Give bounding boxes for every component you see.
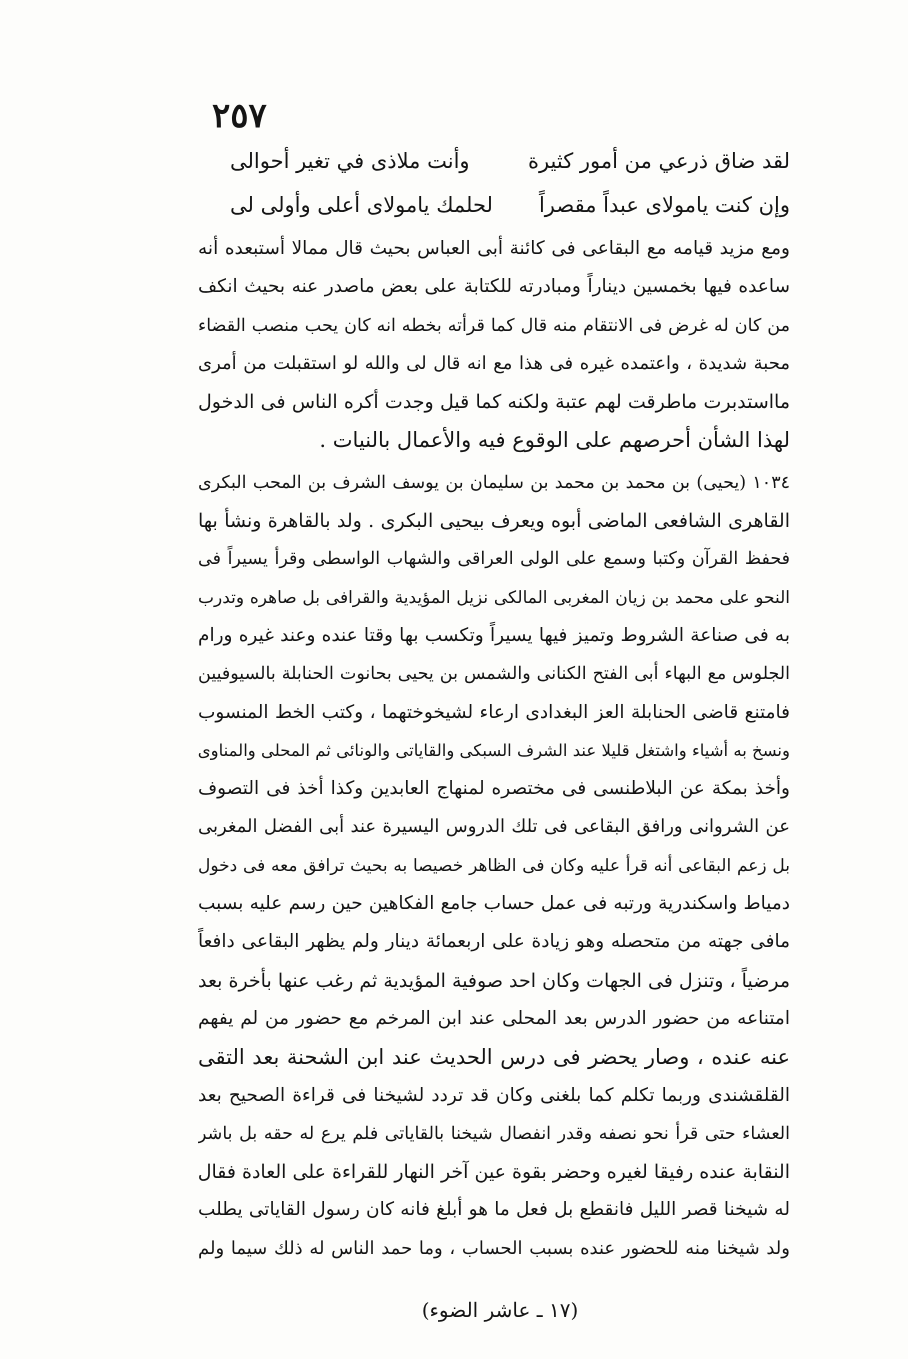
text-line: القاهرى الشافعى الماضى أبوه ويعرف بيحيى البكرى . ولد بالقاهرة ونشأ بها xyxy=(198,510,790,533)
poem-verse xyxy=(230,143,790,179)
text-line: العشاء حتى قرأ نحو نصفه وقدر انفصال شيخنا بالقاياتى فلم يرع له حقه بل باشر xyxy=(198,1123,790,1144)
verse-first-hemistich: وإن كنت يامولاى عبداً مقصراً xyxy=(538,193,790,217)
page-footer: (١٧ ـ عاشر الضوء) xyxy=(421,1298,579,1322)
text-line: له شيخنا قصر الليل فانقطع بل فعل ما هو أبلغ فانه كان رسول القاياتى يطلب xyxy=(198,1199,790,1221)
text-line: ونسخ به أشياء واشتغل قليلا عند الشرف السبكى والقاياتى والونائى ثم المحلى والمناوى xyxy=(198,740,790,760)
text-line: عنه عنده ، وصار يحضر فى درس الحديث عند ابن الشحنة بعد التقى xyxy=(198,1045,790,1070)
text-line: ومع مزيد قيامه مع البقاعى فى كائنة أبى العباس بحيث قال ممالا أستبعده أنه xyxy=(198,238,790,259)
page-number: ٢٥٧ xyxy=(212,96,267,136)
text-line: مافى جهته من متحصله وهو زيادة على اربعمائة دينار ولم يظهر البقاعى دافعاً xyxy=(198,931,790,953)
body-text xyxy=(198,230,790,1268)
text-line: محبة شديدة ، واعتمده غيره فى هذا مع انه قال لى والله لو استقبلت من أمرى xyxy=(198,352,790,374)
text-line: دمياط واسكندرية ورتبه فى عمل حساب جامع الفكاهين حين رسم عليه بسبب xyxy=(198,893,790,915)
text-line: من كان له غرض فى الانتقام منه قال كما قرأته بخطه انه كان يحب منصب القضاء xyxy=(198,315,790,336)
text-line: القلقشندى وربما تكلم كما بلغنى وكان قد تردد لشيخنا فى قراءة الصحيح بعد xyxy=(198,1084,790,1106)
text-line: النحو على محمد بن زيان المغربى المالكى نزيل المؤيدية والقرافى بل صاهره وتدرب xyxy=(198,587,790,608)
text-line: امتناعه من حضور الدرس بعد المحلى عند ابن المرخم مع حضور من لم يفهم xyxy=(198,1007,790,1029)
text-line: مااستدبرت ماطرقت لهم عتبة ولكنه كما قيل وجدت أكره الناس فى الدخول xyxy=(198,391,790,414)
text-line: لهذا الشأن أحرصهم على الوقوع فيه والأعمال بالنيات . xyxy=(319,428,790,453)
text-line: مرضياً ، وتنزل فى الجهات وكان احد صوفية المؤيدية ثم رغب عنها بأخرة بعد xyxy=(198,969,790,992)
text-line: النقابة عنده رفيقا لغيره وحضر بقوة عين آخر النهار للقراءة على العادة فقال xyxy=(198,1161,790,1184)
verse-first-hemistich: لقد ضاق ذرعي من أمور كثيرة xyxy=(527,149,790,173)
poem-verse xyxy=(230,187,790,223)
text-line: بل زعم البقاعى أنه قرأ عليه وكان فى الظاهر خصيصا به بحيث ترافق معه فى دخول xyxy=(198,855,790,876)
entry-heading-line: ١٠٣٤ (يحيى) بن محمد بن محمد بن سليمان بن يوسف الشرف بن المحب البكرى xyxy=(198,472,790,493)
text-line: فامتنع قاضى الحنابلة العز البغدادى ارعاء لشيخوختهما ، وكتب الخط المنسوب xyxy=(198,701,790,723)
text-line: ساعده فيها بخمسين ديناراً ومبادرته للكتابة على بعض ماصدر عنه بحيث انكف xyxy=(198,276,790,298)
text-line: فحفظ القرآن وكتبا وسمع على الولى العراقى والشهاب الواسطى وقرأ يسيراً فى xyxy=(198,549,790,570)
verse-second-hemistich: وأنت ملاذى في تغير أحوالى xyxy=(230,149,470,173)
text-line: به فى صناعة الشروط وتميز فيها يسيراً وتكسب بها وقتا عنده وعند غيره ورام xyxy=(198,624,790,646)
text-line: ولد شيخنا منه للحضور عنده بسبب الحساب ، وما حمد الناس له ذلك سيما ولم xyxy=(198,1237,790,1259)
text-line: عن الشروانى ورافق البقاعى فى تلك الدروس اليسيرة عند أبى الفضل المغربى xyxy=(198,816,790,838)
text-line: الجلوس مع البهاء أبى الفتح الكنانى والشمس بن يحيى بحانوت الحنابلة بالسيوفيين xyxy=(198,664,790,685)
text-line: وأخذ بمكة عن البلاطنسى فى مختصره لمنهاج العابدين وكذا أخذ فى التصوف xyxy=(198,778,790,800)
verse-second-hemistich: لحلمك يامولاى أعلى وأولى لى xyxy=(230,193,493,217)
